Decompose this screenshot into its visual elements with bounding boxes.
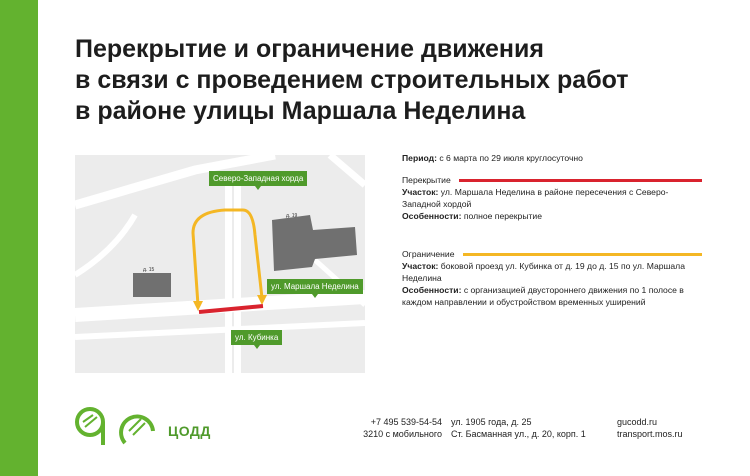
period-label: Период: <box>402 153 437 163</box>
closure-section-label: Участок: <box>402 187 439 197</box>
road-nedelina <box>75 297 365 315</box>
period-row <box>402 152 702 164</box>
footer-addresses <box>451 416 586 440</box>
info-panel <box>402 152 702 308</box>
map-label-nedelina: ул. Маршала Неделина <box>267 279 363 294</box>
codd-logo <box>73 405 163 454</box>
title-line-3: в районе улицы Маршала Неделина <box>75 97 526 125</box>
restriction-legend <box>402 248 702 260</box>
footer-site-1: gucodd.ru <box>617 417 658 427</box>
restriction-features <box>402 284 702 308</box>
restriction-features-value: с организацией двустороннего движения по 1 полосе в каждом направлении и обустройством временных уширений <box>402 285 684 307</box>
map-label-kubinka: ул. Кубинка <box>231 330 282 345</box>
map-drawing <box>75 155 365 373</box>
page-title <box>75 34 675 127</box>
restriction-features-label: Особенности: <box>402 285 462 295</box>
brand-side-bar <box>0 0 38 476</box>
traffic-map <box>75 155 365 373</box>
footer-address-2: Ст. Басманная ул., д. 20, корп. 1 <box>451 429 586 439</box>
house-number-15: д. 15 <box>143 267 155 273</box>
restriction-section <box>402 260 702 284</box>
road-northeast <box>330 155 365 185</box>
restriction-section-value: боковой проезд ул. Кубинка от д. 19 до д. 15 по ул. Маршала Неделина <box>402 261 685 283</box>
restriction-section-label: Участок: <box>402 261 439 271</box>
footer-sites <box>617 416 683 440</box>
road-south <box>75 323 365 337</box>
footer-address-1: ул. 1905 года, д. 25 <box>451 417 532 427</box>
codd-logo-mark <box>73 405 163 449</box>
building-house-16 <box>133 273 171 297</box>
closure-features-label: Особенности: <box>402 211 462 221</box>
house-number-19: д. 19 <box>286 213 298 219</box>
restriction-title: Ограничение <box>402 249 455 259</box>
footer-site-2: transport.mos.ru <box>617 429 683 439</box>
closure-legend-line <box>459 179 702 182</box>
map-label-hord: Северо-Западная хорда <box>209 171 307 186</box>
period-value: с 6 марта по 29 июля круглосуточно <box>436 153 583 163</box>
closure-features <box>402 210 702 222</box>
logo-text: ЦОДД <box>168 423 211 439</box>
closure-section <box>402 186 702 210</box>
restriction-legend-line <box>463 253 702 256</box>
closure-title: Перекрытие <box>402 175 451 185</box>
footer-phones <box>340 416 442 440</box>
closure-legend <box>402 174 702 186</box>
road-west <box>75 215 135 275</box>
closure-section-value: ул. Маршала Неделина в районе пересечения с Северо-Западной хордой <box>402 187 669 209</box>
title-line-1: Перекрытие и ограничение движения <box>75 35 544 63</box>
closure-features-value: полное перекрытие <box>461 211 543 221</box>
footer-phone-2: 3210 с мобильного <box>363 429 442 439</box>
title-line-2: в связи с проведением строительных работ <box>75 66 629 94</box>
footer-phone-1: +7 495 539-54-54 <box>370 417 442 427</box>
